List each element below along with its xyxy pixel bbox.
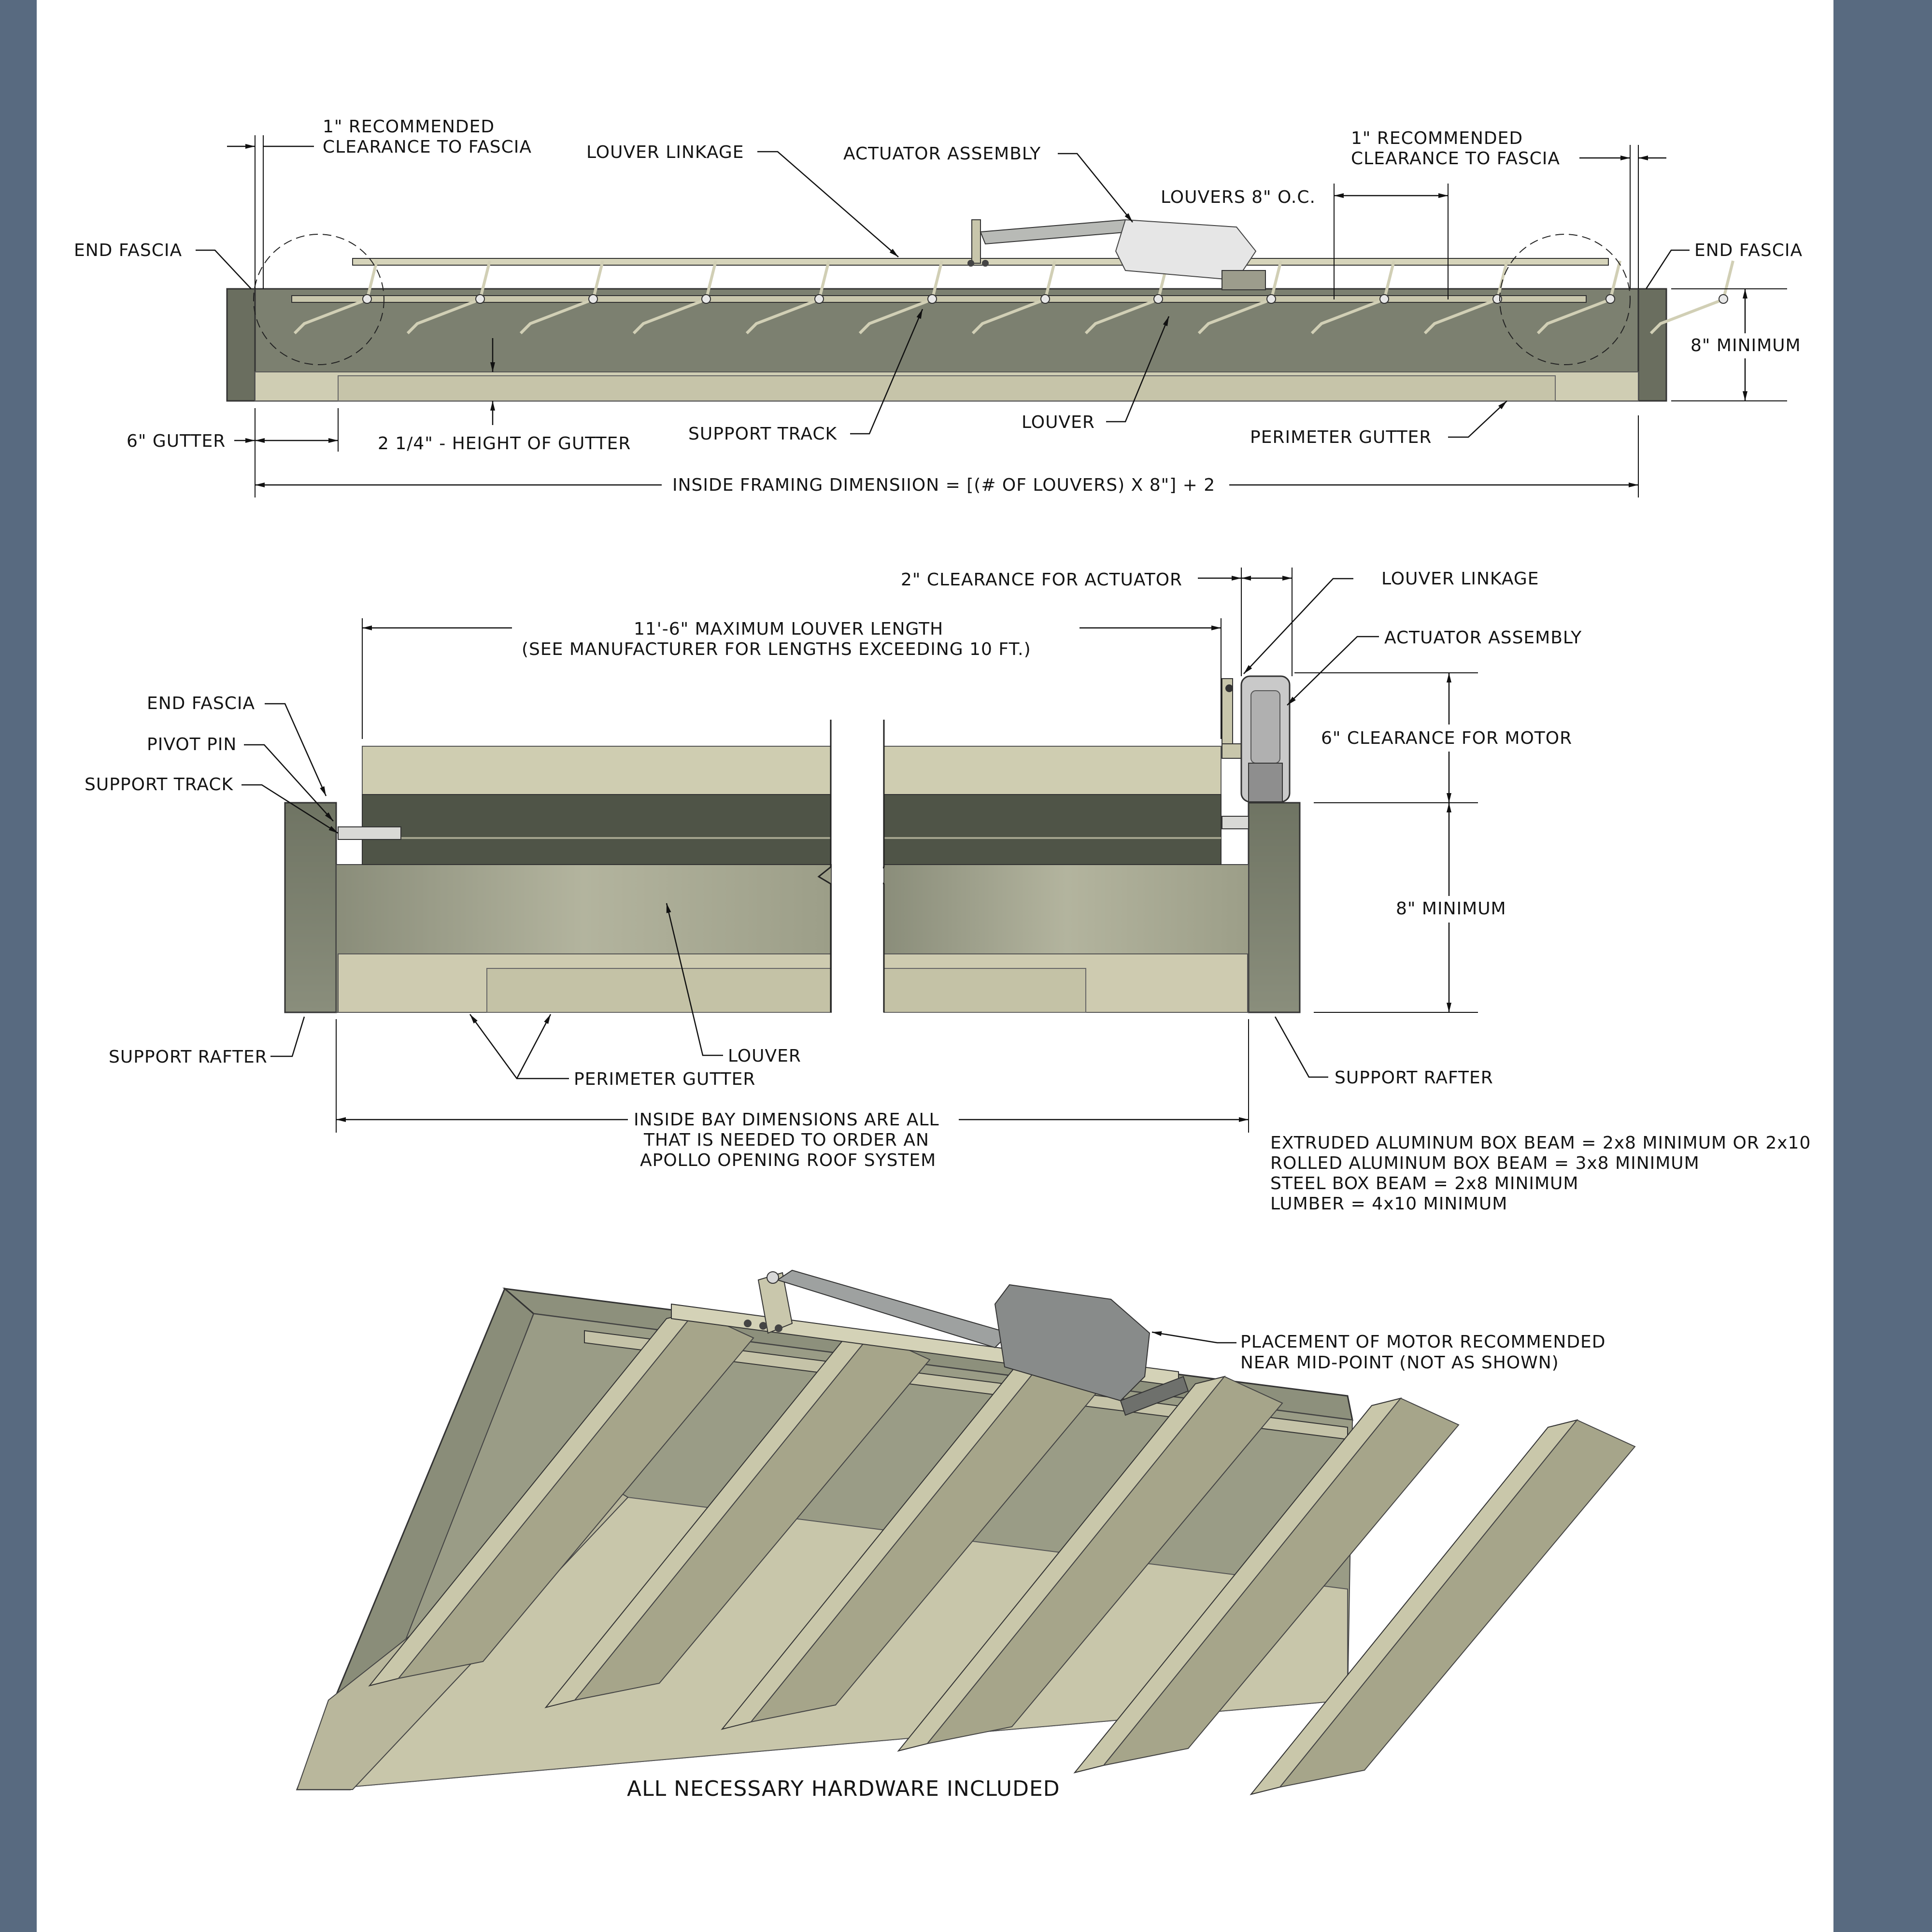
label-max-length-1: 11'-6" MAXIMUM LOUVER LENGTH (634, 619, 944, 639)
support-track (292, 296, 1586, 302)
louver-pivot (1493, 295, 1502, 303)
drawing-sheet (37, 0, 1833, 1932)
label-louver: LOUVER (1022, 412, 1095, 432)
louver-pivot (928, 295, 937, 303)
label-support-rafter-left: SUPPORT RAFTER (109, 1047, 268, 1067)
label-end-fascia-left: END FASCIA (74, 241, 183, 260)
louver-top-right (884, 746, 1221, 795)
louver-pivot (589, 295, 597, 303)
support-rafter-right (1249, 803, 1300, 1012)
label-perimeter-gutter: PERIMETER GUTTER (1250, 427, 1432, 447)
label-end-fascia-right: END FASCIA (1694, 241, 1803, 260)
label-actuator-assembly: ACTUATOR ASSEMBLY (843, 144, 1041, 164)
louver-pivot (815, 295, 824, 303)
label-6-gutter: 6" GUTTER (127, 431, 226, 451)
label-max-length-2: (SEE MANUFACTURER FOR LENGTHS EXCEEDING 10 FT.) (522, 639, 1031, 659)
pivot-pin-left (338, 827, 401, 839)
clearance-right-line1: 1" RECOMMENDED (1351, 128, 1523, 148)
louver-pivot (1380, 295, 1389, 303)
label-end-fascia-2: END FASCIA (147, 694, 256, 713)
louver-pivot (1154, 295, 1163, 303)
louver-dark-right (884, 795, 1221, 865)
label-actuator-assembly-2: ACTUATOR ASSEMBLY (1384, 628, 1582, 648)
section-cross-view (74, 117, 1803, 497)
label-motor-note-1: PLACEMENT OF MOTOR RECOMMENDED (1240, 1332, 1606, 1352)
louver-pivot (476, 295, 484, 303)
support-rafter-left (285, 803, 336, 1012)
label-inside-framing: INSIDE FRAMING DIMENSIION = [(# OF LOUVERS) X 8"] + 2 (672, 475, 1216, 495)
label-hardware-included: ALL NECESSARY HARDWARE INCLUDED (627, 1776, 1060, 1801)
label-bay-1: INSIDE BAY DIMENSIONS ARE ALL (634, 1110, 939, 1130)
beam-note-1: EXTRUDED ALUMINUM BOX BEAM = 2x8 MINIMUM OR 2x10 (1270, 1133, 1811, 1153)
louver-pivot (1606, 295, 1615, 303)
beam-note-4: LUMBER = 4x10 MINIMUM (1270, 1194, 1508, 1214)
label-louver-2: LOUVER (728, 1046, 801, 1066)
label-louvers-oc: LOUVERS 8" O.C. (1161, 187, 1316, 207)
label-gutter-height: 2 1/4" - HEIGHT OF GUTTER (378, 434, 631, 454)
label-clearance-motor: 6" CLEARANCE FOR MOTOR (1321, 728, 1573, 748)
label-louver-linkage-2: LOUVER LINKAGE (1381, 569, 1539, 589)
break-gap (832, 715, 883, 1024)
gutter-inner (338, 376, 1555, 401)
label-support-rafter-right: SUPPORT RAFTER (1335, 1068, 1493, 1088)
label-louver-linkage: LOUVER LINKAGE (586, 142, 744, 162)
label-support-track-2: SUPPORT TRACK (85, 775, 234, 795)
clearance-right-line2: CLEARANCE TO FASCIA (1351, 149, 1561, 169)
label-bay-3: APOLLO OPENING ROOF SYSTEM (640, 1151, 937, 1170)
end-fascia-left (227, 289, 255, 401)
louver-pivot (1267, 295, 1276, 303)
label-bay-2: THAT IS NEEDED TO ORDER AN (644, 1130, 929, 1150)
label-pivot-pin: PIVOT PIN (147, 735, 237, 754)
section-isometric-view (297, 1270, 1635, 1801)
label-8-minimum-2: 8" MINIMUM (1396, 899, 1506, 919)
louver-pivot (702, 295, 710, 303)
clearance-left-line2: CLEARANCE TO FASCIA (323, 137, 532, 157)
louver-pivot (1041, 295, 1050, 303)
end-fascia-right (1638, 289, 1666, 401)
actuator-assembly-top (967, 220, 1265, 290)
louver-top-left (362, 746, 831, 795)
label-perimeter-gutter-2: PERIMETER GUTTER (574, 1069, 756, 1089)
louver-pivot (363, 295, 371, 303)
label-8-minimum: 8" MINIMUM (1690, 336, 1801, 355)
section-elevation-view (85, 568, 1811, 1214)
louver-dark-left (362, 795, 831, 865)
clearance-left-line1: 1" RECOMMENDED (323, 117, 495, 137)
label-clearance-actuator: 2" CLEARANCE FOR ACTUATOR (901, 570, 1183, 590)
louver-roof-technical-drawing (37, 0, 1833, 1932)
actuator-assembly-side (1222, 676, 1290, 802)
beam-note-3: STEEL BOX BEAM = 2x8 MINIMUM (1270, 1174, 1579, 1193)
pivot-pin-right (1222, 816, 1249, 829)
louver-pivot (1719, 295, 1728, 303)
label-motor-note-2: NEAR MID-POINT (NOT AS SHOWN) (1240, 1353, 1559, 1373)
beam-note-2: ROLLED ALUMINUM BOX BEAM = 3x8 MINIMUM (1270, 1153, 1700, 1173)
label-support-track: SUPPORT TRACK (688, 424, 838, 444)
